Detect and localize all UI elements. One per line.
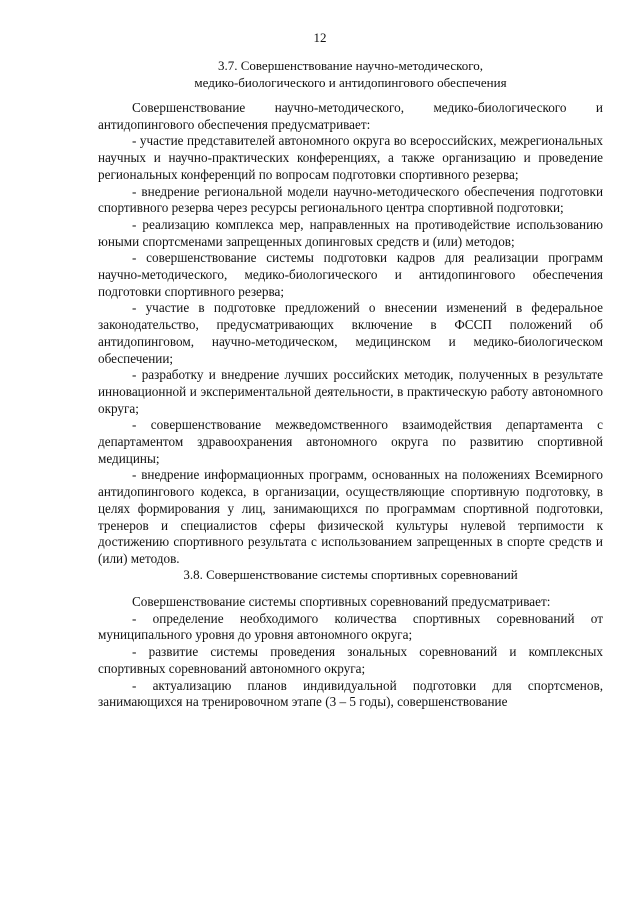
section-3-8-heading: 3.8. Совершенствование системы спортивных соревнований xyxy=(183,567,518,582)
section-3-8-item: - актуализацию планов индивидуальной подготовки для спортсменов, занимающихся на тренировочном этапе (3 – 5 годы), совершенствование xyxy=(98,677,603,710)
section-3-7-heading-line1: 3.7. Совершенствование научно-методического, xyxy=(217,58,484,73)
section-3-8-item: - развитие системы проведения зональных соревнований и комплексных спортивных соревнований автономного округа; xyxy=(98,644,603,676)
section-3-7-item: - разработку и внедрение лучших российских методик, полученных в результате инновационной и экспериментальной деятельности, в практическую работу автономного округа; xyxy=(98,367,603,416)
section-3-7-item: - реализацию комплекса мер, направленных на противодействие использованию юными спортсменами запрещенных допинговых средств и (или) методов; xyxy=(98,216,603,249)
section-3-7-intro: Совершенствование научно-методического, медико-биологического и антидопингового обеспечения предусматривает: xyxy=(98,100,603,132)
section-3-8-intro: Совершенствование системы спортивных соревнований предусматривает: xyxy=(132,594,551,609)
section-3-7-item: - внедрение информационных программ, основанных на положениях Всемирного антидопингового кодекса, в организации, осуществляющие спортивную подготовку, в целях формирования у лиц, занимающихся по программам спортивной подготовки, тренеров и специалистов сферы физической культуры нулевой терпимости к достижению спортивного результата с использованием запрещенных в спорте средств и (или) методов. xyxy=(98,467,603,566)
section-3-7-item: - участие в подготовке предложений о внесении изменений в федеральное законодательство, предусматривающих включение в ФССП положений об антидопинговом, научно-методическом, медицинском и медико-биологическом обеспечении; xyxy=(98,300,603,366)
section-3-8-item: - определение необходимого количества спортивных соревнований от муниципального уровня до уровня автономного округа; xyxy=(98,610,603,643)
section-3-7-heading xyxy=(98,57,603,91)
section-3-7-item: - совершенствование системы подготовки кадров для реализации программ научно-методического, медико-биологического и антидопингового обеспечения подготовки спортивного резерва; xyxy=(98,250,603,299)
page-number: 12 xyxy=(313,30,327,45)
section-3-7-body xyxy=(98,100,603,568)
section-3-7-item: - совершенствование межведомственного взаимодействия департамента с департаментом здравоохранения автономного округа по развитию спортивной медицины; xyxy=(98,417,603,466)
section-3-8-body xyxy=(98,594,603,711)
section-3-7-heading-line2: медико-биологического и антидопингового обеспечения xyxy=(194,75,507,90)
section-3-8-heading-block xyxy=(98,566,603,583)
section-3-7-item: - участие представителей автономного округа во всероссийских, межрегиональных научных и научно-практических конференциях, а также организацию и проведение региональных конференций по вопросам подготовки спортивного резерва; xyxy=(98,133,603,182)
section-3-7-item: - внедрение региональной модели научно-методического обеспечения подготовки спортивного резерва через ресурсы регионального центра спортивной подготовки; xyxy=(98,183,603,216)
